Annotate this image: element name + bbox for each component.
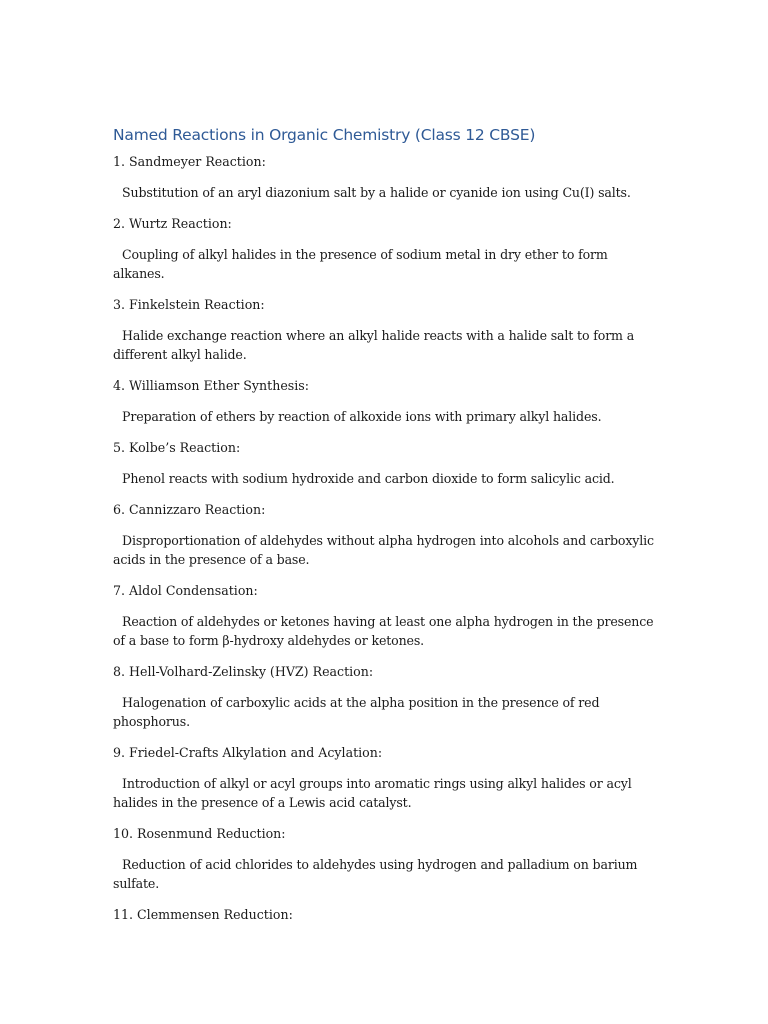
reaction-heading: 7. Aldol Condensation: bbox=[113, 583, 258, 598]
document-body bbox=[113, 124, 663, 936]
document-title: Named Reactions in Organic Chemistry (Class 12 CBSE) bbox=[113, 126, 536, 144]
reaction-description: Phenol reacts with sodium hydroxide and carbon dioxide to form salicylic acid. bbox=[122, 471, 615, 486]
reaction-description: Reduction of acid chlorides to aldehydes using hydrogen and palladium on barium sulfate. bbox=[113, 857, 638, 891]
reaction-description: Preparation of ethers by reaction of alkoxide ions with primary alkyl halides. bbox=[122, 409, 602, 424]
reaction-description: Introduction of alkyl or acyl groups into aromatic rings using alkyl halides or acyl halides in the presence of a Lewis acid catalyst. bbox=[113, 776, 632, 810]
reaction-heading: 11. Clemmensen Reduction: bbox=[113, 907, 293, 922]
reaction-heading: 9. Friedel-Crafts Alkylation and Acylation: bbox=[113, 745, 383, 760]
reaction-heading: 6. Cannizzaro Reaction: bbox=[113, 502, 266, 517]
reaction-description: Reaction of aldehydes or ketones having at least one alpha hydrogen in the presence of a base to form β-hydroxy aldehydes or ketones. bbox=[113, 614, 654, 648]
reaction-description: Substitution of an aryl diazonium salt by a halide or cyanide ion using Cu(I) salts. bbox=[122, 185, 631, 200]
reaction-heading: 4. Williamson Ether Synthesis: bbox=[113, 378, 309, 393]
reaction-description: Coupling of alkyl halides in the presence of sodium metal in dry ether to form alkanes. bbox=[113, 247, 608, 281]
reaction-description: Disproportionation of aldehydes without alpha hydrogen into alcohols and carboxylic acids in the presence of a base. bbox=[113, 533, 654, 567]
reaction-heading: 3. Finkelstein Reaction: bbox=[113, 297, 265, 312]
reaction-heading: 8. Hell-Volhard-Zelinsky (HVZ) Reaction: bbox=[113, 664, 374, 679]
reaction-description: Halogenation of carboxylic acids at the alpha position in the presence of red phosphorus. bbox=[113, 695, 600, 729]
reaction-heading: 1. Sandmeyer Reaction: bbox=[113, 154, 266, 169]
reaction-heading: 5. Kolbe’s Reaction: bbox=[113, 440, 241, 455]
reaction-heading: 2. Wurtz Reaction: bbox=[113, 216, 232, 231]
reaction-heading: 10. Rosenmund Reduction: bbox=[113, 826, 286, 841]
reaction-description: Halide exchange reaction where an alkyl halide reacts with a halide salt to form a different alkyl halide. bbox=[113, 328, 635, 362]
